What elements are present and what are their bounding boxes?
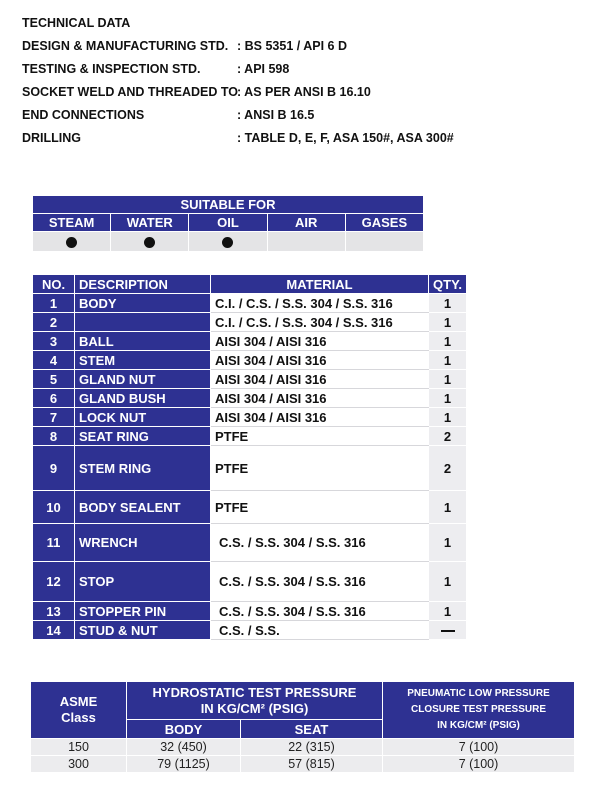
part-no: 2 [33,313,75,332]
pneu-line2: CLOSURE TEST PRESSURE [410,704,547,715]
table-row [33,408,467,427]
suitable-header: GASES [345,214,423,232]
tech-row [22,60,454,83]
part-qty: 1 [429,313,467,332]
seat-value: 57 (815) [241,756,383,773]
table-row [33,562,467,602]
part-description: STOP [75,562,211,602]
table-row [33,389,467,408]
bullet-icon [222,237,233,248]
part-qty: 1 [429,370,467,389]
tech-value: : ANSI B 16.5 [237,108,315,122]
table-row [33,427,467,446]
suitable-header: AIR [267,214,345,232]
table-row [33,294,467,313]
header-material: MATERIAL [211,275,429,294]
tech-value: : AS PER ANSI B 16.10 [237,85,371,99]
part-material: PTFE [211,491,429,524]
body-value: 32 (450) [127,739,241,756]
part-no: 7 [33,408,75,427]
part-material: AISI 304 / AISI 316 [211,332,429,351]
part-qty: 2 [429,446,467,491]
bullet-icon [144,237,155,248]
suitable-cell [345,232,423,252]
header-qty: QTY. [429,275,467,294]
body-header: BODY [127,720,241,739]
asme-label: ASME [59,694,98,709]
tech-row [22,37,454,60]
pneumatic-value: 7 (100) [383,756,575,773]
table-row [33,491,467,524]
part-qty: 1 [429,332,467,351]
suitable-header: STEAM [33,214,111,232]
part-no: 10 [33,491,75,524]
tech-row [22,83,454,106]
seat-header: SEAT [241,720,383,739]
part-description: STEM RING [75,446,211,491]
suitable-header: WATER [111,214,189,232]
suitable-cell [33,232,111,252]
pneumatic-header [383,682,575,739]
part-description: BODY SEALENT [75,491,211,524]
part-no: 8 [33,427,75,446]
part-no: 11 [33,524,75,562]
part-qty: 1 [429,602,467,621]
part-material: C.S. / S.S. 304 / S.S. 316 [211,524,429,562]
hydro-line1: HYDROSTATIC TEST PRESSURE [152,684,357,700]
suitable-cell [111,232,189,252]
suitable-cell [189,232,267,252]
parts-table [32,274,467,640]
part-description: SEAT RING [75,427,211,446]
part-description: STEM [75,351,211,370]
suitable-for-table [32,195,424,252]
table-row [33,621,467,640]
seat-value: 22 (315) [241,739,383,756]
part-qty: 1 [429,524,467,562]
part-qty: 1 [429,491,467,524]
part-description: STUD & NUT [75,621,211,640]
part-material: AISI 304 / AISI 316 [211,408,429,427]
part-no: 4 [33,351,75,370]
body-value: 79 (1125) [127,756,241,773]
pneu-line3: IN KG/CM² (PSIG) [437,720,520,731]
part-no: 5 [33,370,75,389]
part-no: 14 [33,621,75,640]
table-row [33,313,467,332]
tech-value: : BS 5351 / API 6 D [237,39,347,53]
part-qty [429,621,467,640]
bullet-icon [66,237,77,248]
table-row [33,351,467,370]
tech-key: SOCKET WELD AND THREADED TO [22,85,238,99]
pneumatic-value: 7 (100) [383,739,575,756]
part-qty: 1 [429,408,467,427]
part-material: AISI 304 / AISI 316 [211,370,429,389]
part-description: BODY [75,294,211,313]
tech-key: DESIGN & MANUFACTURING STD. [22,39,229,53]
part-material: C.S. / S.S. 304 / S.S. 316 [211,562,429,602]
part-qty: 1 [429,562,467,602]
suitable-cell [267,232,345,252]
suitable-title: SUITABLE FOR [33,196,424,214]
part-material: C.S. / S.S. 304 / S.S. 316 [211,602,429,621]
table-row [33,446,467,491]
class-value: 150 [31,739,127,756]
part-description [75,313,211,332]
part-no: 12 [33,562,75,602]
tech-row [22,129,454,152]
part-material: C.I. / C.S. / S.S. 304 / S.S. 316 [211,294,429,313]
part-no: 1 [33,294,75,313]
part-material: C.I. / C.S. / S.S. 304 / S.S. 316 [211,313,429,332]
part-material: PTFE [211,446,429,491]
table-row [33,370,467,389]
table-row [33,524,467,562]
part-qty: 2 [429,427,467,446]
part-qty: 1 [429,351,467,370]
part-description: GLAND BUSH [75,389,211,408]
part-qty: 1 [429,294,467,313]
part-description: GLAND NUT [75,370,211,389]
tech-key: END CONNECTIONS [22,108,145,122]
part-description: BALL [75,332,211,351]
technical-data [22,14,454,152]
tech-value: : TABLE D, E, F, ASA 150#, ASA 300# [237,131,454,145]
part-material: AISI 304 / AISI 316 [211,389,429,408]
table-row [31,756,575,773]
header-description: DESCRIPTION [75,275,211,294]
suitable-header: OIL [189,214,267,232]
hydrostatic-header [127,682,383,720]
part-qty: 1 [429,389,467,408]
asme-class-header [31,682,127,739]
part-material: PTFE [211,427,429,446]
header-no: NO. [33,275,75,294]
part-description: LOCK NUT [75,408,211,427]
tech-row [22,106,454,129]
class-value: 300 [31,756,127,773]
technical-title: TECHNICAL DATA [22,16,131,30]
tech-key: DRILLING [22,131,82,145]
part-description: STOPPER PIN [75,602,211,621]
part-no: 9 [33,446,75,491]
tech-key: TESTING & INSPECTION STD. [22,62,201,76]
table-row [33,332,467,351]
tech-value: : API 598 [237,62,290,76]
pneu-line1: PNEUMATIC LOW PRESSURE [407,688,550,699]
table-row [31,739,575,756]
part-no: 6 [33,389,75,408]
table-row [33,602,467,621]
part-no: 3 [33,332,75,351]
pressure-table [30,681,575,773]
part-material: C.S. / S.S. [211,621,429,640]
part-description: WRENCH [75,524,211,562]
hydro-line2: IN KG/CM² (PSIG) [200,700,309,716]
class-label: Class [61,710,96,725]
part-no: 13 [33,602,75,621]
part-material: AISI 304 / AISI 316 [211,351,429,370]
dash-icon [441,630,455,632]
